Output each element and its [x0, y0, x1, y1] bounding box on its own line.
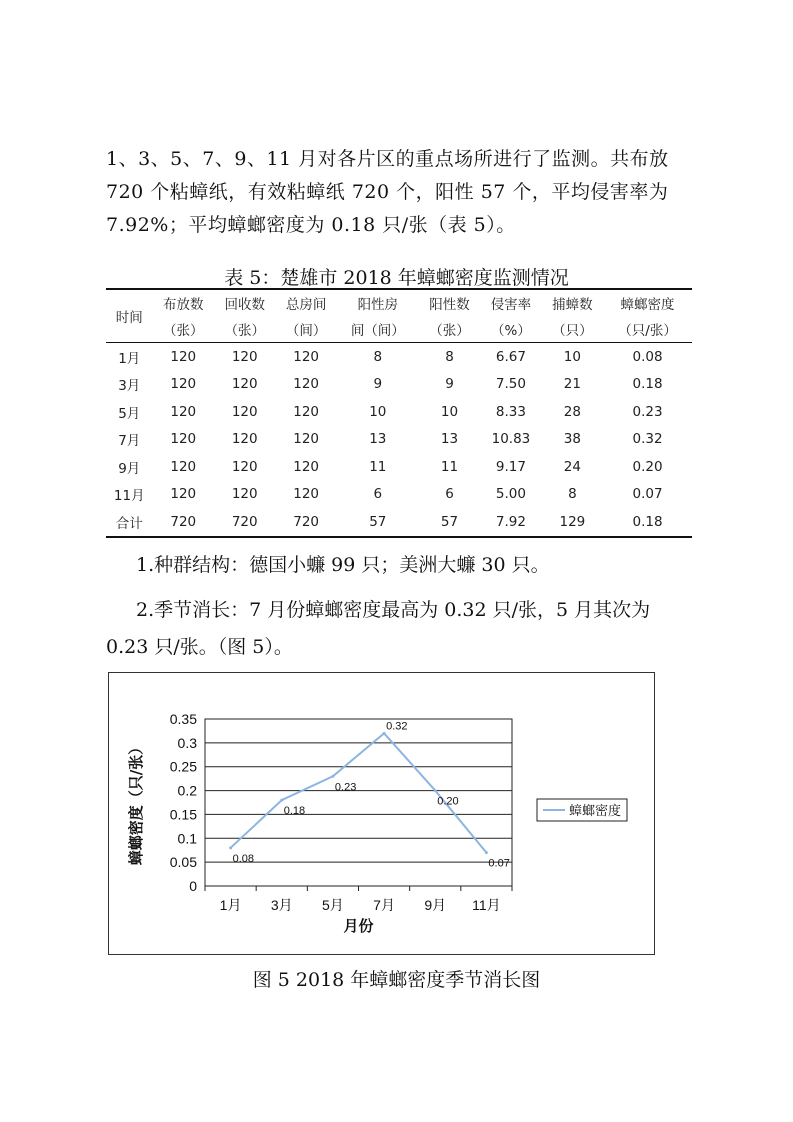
y-tick-label: 0.2	[177, 782, 197, 799]
table-cell: 120	[231, 458, 258, 475]
x-tick-label: 7月	[373, 897, 395, 913]
table-header-unit-cell: （只）	[542, 316, 603, 343]
table-cell: 120	[170, 376, 197, 393]
table-cell: 8	[445, 348, 454, 365]
table-cell: 9月	[118, 460, 141, 477]
table-cell: 120	[293, 376, 320, 393]
y-tick-label: 0.1	[177, 830, 197, 847]
table-header-cell: 时间	[106, 289, 153, 343]
table-cell: 120	[170, 458, 197, 475]
table-cell: 720	[275, 508, 336, 537]
table-cell: 120	[170, 486, 197, 503]
table-cell: 0.07	[632, 486, 663, 503]
data-label: 0.18	[283, 805, 306, 818]
data-point	[434, 789, 437, 792]
density-chart	[108, 672, 655, 955]
table-cell: 10.83	[491, 431, 531, 448]
table-cell: 7月	[118, 433, 141, 450]
legend-label: 蟑螂密度	[569, 804, 622, 819]
table-cell: 120	[170, 431, 197, 448]
data-point	[485, 851, 488, 854]
table-header-units-row	[106, 316, 692, 343]
table-header-cell: 捕蟑数	[542, 289, 603, 316]
table-cell: 3月	[118, 378, 141, 395]
table-header-unit-cell: （只/张）	[603, 316, 692, 343]
data-point	[229, 846, 232, 849]
season-paragraph: 2.季节消长：7 月份蟑螂密度最高为 0.32 只/张，5 月其次为 0.23 只/张。（图 5）。	[106, 599, 651, 658]
table-cell: 5.00	[495, 486, 526, 503]
table-cell: 7.50	[495, 376, 526, 393]
table-cell: 11	[369, 458, 387, 475]
table-header-cell: 阳性数	[419, 289, 480, 316]
table-cell: 57	[419, 508, 480, 537]
table-cell: 5月	[118, 405, 141, 422]
table-cell: 120	[293, 458, 320, 475]
y-tick-label: 0.35	[169, 711, 197, 727]
table-cell: 120	[293, 348, 320, 365]
table-cell: 120	[293, 486, 320, 503]
table-header-cell: 阳性房	[337, 289, 419, 316]
table-header-cell: 总房间	[275, 289, 336, 316]
table-cell: 28	[563, 403, 581, 420]
y-tick-label: 0	[189, 878, 197, 894]
table-cell: 7.92	[480, 508, 541, 537]
x-tick-label: 3月	[270, 897, 293, 913]
table-row	[106, 426, 692, 454]
species-paragraph: 1.种群结构：德国小蠊 99 只；美洲大蠊 30 只。	[136, 554, 550, 576]
density-table	[106, 288, 692, 538]
table-header-unit-cell: （张）	[214, 316, 275, 343]
table-cell: 10	[440, 403, 459, 420]
y-tick-label: 0.15	[169, 806, 197, 823]
table-cell: 0.18	[603, 508, 692, 537]
table-cell: 10	[563, 348, 581, 365]
table-cell: 10	[369, 403, 387, 420]
table-cell: 120	[231, 348, 258, 365]
table-cell: 9.17	[495, 458, 526, 475]
table-header-row	[106, 289, 692, 316]
data-label: 0.23	[334, 781, 357, 794]
x-tick-label: 1月	[219, 897, 242, 913]
table-cell: 0.20	[632, 458, 663, 475]
table-cell: 24	[563, 458, 581, 475]
table-header-cell: 回收数	[214, 289, 275, 316]
table-caption: 表 5：楚雄市 2018 年蟑螂密度监测情况	[224, 267, 569, 289]
table-row	[106, 481, 692, 509]
table-cell: 8	[373, 348, 383, 365]
table-cell: 57	[337, 508, 419, 537]
table-cell: 720	[153, 508, 214, 537]
figure-caption: 图 5 2018 年蟑螂密度季节消长图	[252, 969, 541, 991]
table-cell: 0.23	[632, 403, 663, 420]
table-row	[106, 453, 692, 481]
x-tick-label: 9月	[424, 897, 447, 913]
table-header-cell: 蟑螂密度	[603, 289, 692, 316]
chart-svg	[109, 673, 656, 956]
y-tick-label: 0.05	[169, 854, 197, 871]
data-label: 0.20	[437, 795, 459, 808]
table-header-unit-cell: （间）	[275, 316, 336, 343]
table-cell: 129	[542, 508, 603, 537]
table-cell: 13	[440, 431, 459, 448]
table-row	[106, 398, 692, 426]
table-header-cell: 侵害率	[480, 289, 541, 316]
data-point	[280, 799, 283, 802]
table-cell: 120	[231, 376, 258, 393]
intro-paragraph: 1、3、5、7、9、11 月对各片区的重点场所进行了监测。共布放 720 个粘蟑纸，有效粘蟑纸 720 个，阳性 57 个，平均侵害率为 7.92%；平均蟑螂密度为 0.18 只/张（表 5）。	[106, 148, 669, 236]
table-cell: 合计	[106, 508, 153, 537]
table-cell: 9	[373, 376, 383, 393]
table-header-unit-cell: （%）	[480, 316, 541, 343]
table-cell: 120	[170, 403, 197, 420]
table-cell: 120	[231, 403, 258, 420]
data-label: 0.32	[386, 720, 408, 733]
x-tick-label: 5月	[322, 897, 344, 913]
table-row	[106, 508, 692, 537]
y-tick-label: 0.3	[177, 734, 197, 751]
table-cell: 120	[293, 403, 320, 420]
table-cell: 0.08	[632, 348, 663, 365]
table-cell: 11	[440, 458, 459, 475]
table-cell: 120	[293, 431, 320, 448]
table-cell: 13	[369, 431, 387, 448]
table-header-unit-cell: 间（间）	[337, 316, 419, 343]
table-cell: 0.32	[632, 431, 663, 448]
table-cell: 8.33	[495, 403, 526, 420]
data-point	[331, 775, 334, 778]
y-axis-title: 蟑螂密度（只/张）	[127, 739, 145, 866]
table-cell: 0.18	[632, 376, 663, 393]
table-cell: 6.67	[495, 348, 526, 365]
table-header-cell: 布放数	[153, 289, 214, 316]
data-label: 0.08	[232, 852, 255, 865]
table-header-unit-cell: （张）	[419, 316, 480, 343]
table-cell: 38	[563, 431, 581, 448]
x-tick-label: 11月	[472, 897, 501, 913]
table-body	[106, 343, 692, 537]
table-cell: 120	[231, 431, 258, 448]
table-cell: 9	[445, 376, 454, 393]
table-cell: 11月	[113, 488, 145, 505]
table-header-unit-cell: （张）	[153, 316, 214, 343]
table-cell: 120	[170, 348, 197, 365]
y-tick-label: 0.25	[169, 758, 197, 775]
table-cell: 8	[568, 486, 577, 503]
table-row	[106, 343, 692, 371]
series-line	[231, 733, 487, 852]
table-cell: 6	[373, 486, 383, 503]
table-cell: 120	[231, 486, 258, 503]
data-label: 0.07	[488, 857, 510, 870]
x-axis-title: 月份	[343, 917, 374, 935]
table-cell: 21	[563, 376, 581, 393]
table-row	[106, 371, 692, 399]
table-cell: 1月	[118, 350, 141, 367]
table-cell: 720	[214, 508, 275, 537]
table-cell: 6	[445, 486, 454, 503]
